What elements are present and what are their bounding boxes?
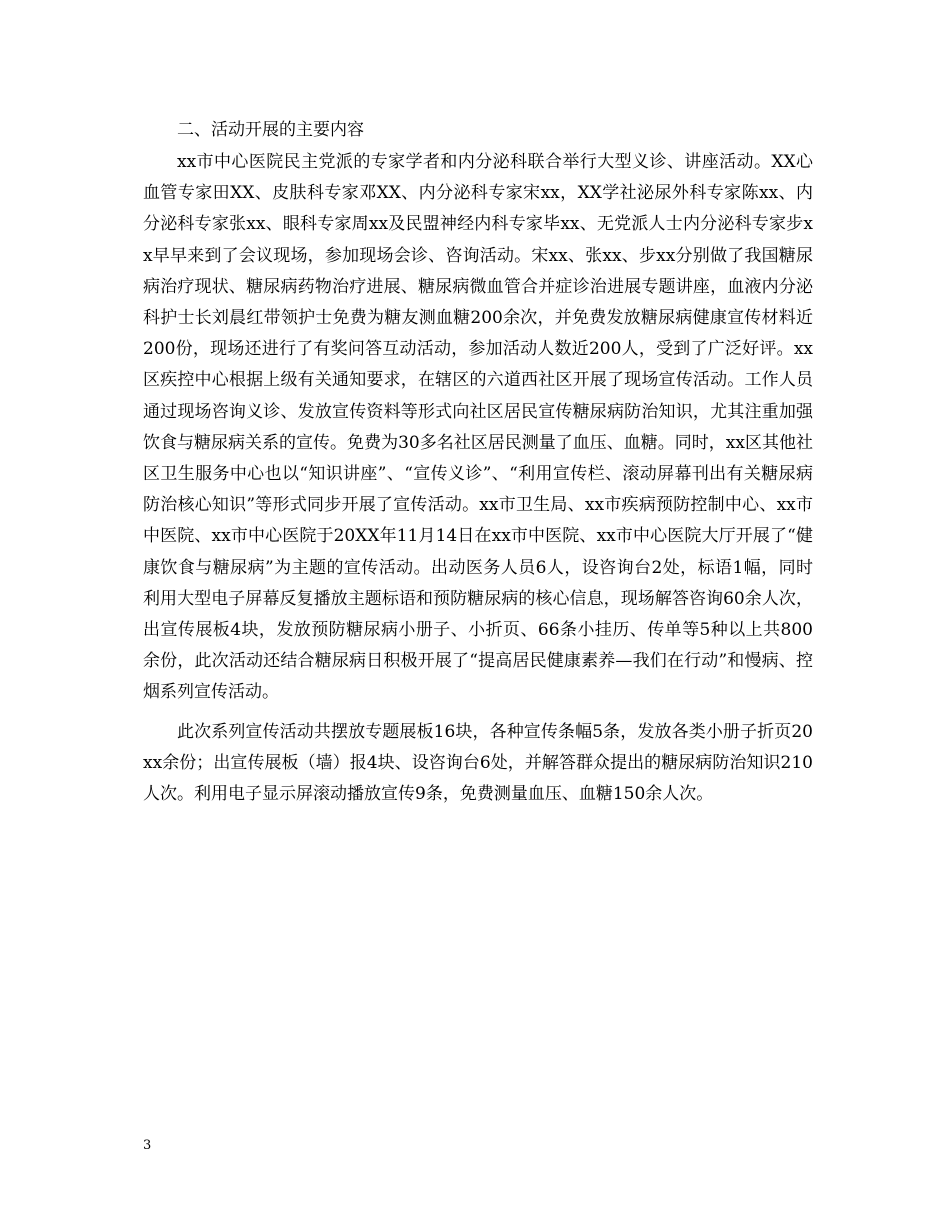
section-heading: 二、活动开展的主要内容	[177, 120, 364, 140]
paragraph-summary: 此次系列宣传活动共摆放专题展板16块，各种宣传条幅5条，发放各类小册子折页20xx余份；出宣传展板（墙）报4块、设咨询台6处，并解答群众提出的糖尿病防治知识210人次。利用电子显示屏滚动播放宣传9条，免费测量血压、血糖150余人次。	[143, 721, 813, 805]
paragraph-activities: xx市中心医院民主党派的专家学者和内分泌科联合举行大型义诊、讲座活动。XX心血管专家田XX、皮肤科专家邓XX、内分泌科专家宋xx，XX学社泌尿外科专家陈xx、内分泌科专家张xx、眼科专家周xx及民盟神经内科专家毕xx、无党派人士内分泌科专家步xx早早来到了会议现场，参加现场会诊、咨询活动。宋xx、张xx、步xx分别做了我国糖尿病治疗现状、糖尿病药物治疗进展、糖尿病微血管合并症诊治进展专题讲座，血液内分泌科护士长刘晨红带领护士免费为糖友测血糖200余次，并免费发放糖尿病健康宣传材料近200份，现场还进行了有奖问答互动活动，参加活动人数近200人，受到了广泛好评。xx区疾控中心根据上级有关通知要求，在辖区的六道西社区开展了现场宣传活动。工作人员通过现场咨询义诊、发放宣传资料等形式向社区居民宣传糖尿病防治知识，尤其注重加强饮食与糖尿病关系的宣传。免费为30多名社区居民测量了血压、血糖。同时，xx区其他社区卫生服务中心也以“知识讲座”、“宣传义诊”、“利用宣传栏、滚动屏幕刊出有关糖尿病防治核心知识”等形式同步开展了宣传活动。xx市卫生局、xx市疾病预防控制中心、xx市中医院、xx市中心医院于20XX年11月14日在xx市中医院、xx市中心医院大厅开展了“健康饮食与糖尿病”为主题的宣传活动。出动医务人员6人，设咨询台2处，标语1幅，同时利用大型电子屏幕反复播放主题标语和预防糖尿病的核心信息，现场解答咨询60余人次，出宣传展板4块，发放预防糖尿病小册子、小折页、66条小挂历、传单等5种以上共800余份，此次活动还结合糖尿病日积极开展了“提高居民健康素养—我们在行动”和慢病、控烟系列宣传活动。	[143, 152, 813, 703]
document-body	[143, 113, 813, 810]
page-number: 3	[143, 1138, 152, 1153]
